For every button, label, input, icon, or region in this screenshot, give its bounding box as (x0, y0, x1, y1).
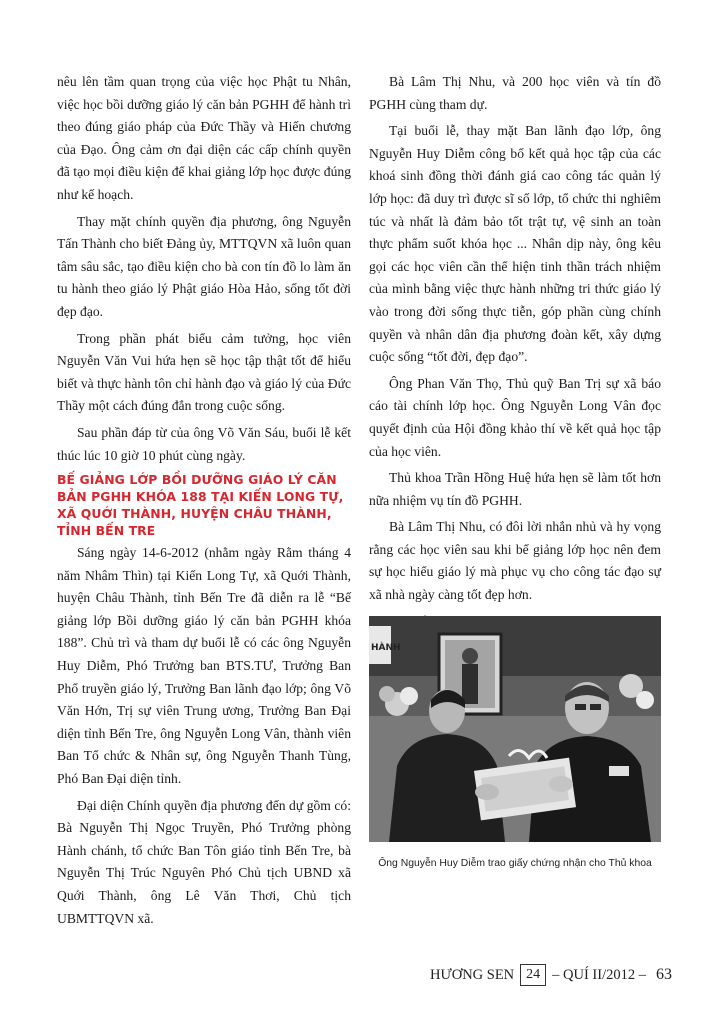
paragraph: Sau phần đáp từ của ông Võ Văn Sáu, buổi lễ kết thúc lúc 10 giờ 10 phút cùng ngày. (57, 424, 351, 463)
page-number: 63 (656, 966, 672, 983)
issue-number-box: 24 (520, 964, 546, 986)
ceremony-photo (369, 616, 661, 842)
left-column (57, 71, 351, 934)
paragraph: Bà Lâm Thị Nhu, và 200 học viên và tín đồ PGHH cùng tham dự. (369, 74, 661, 112)
paragraph: Thay mặt chính quyền địa phương, ông Nguyễn Tấn Thành cho biết Đảng ủy, MTTQVN xã luôn quan tâm sâu sắc, tạo điều kiện cho bà con tín đồ lo làm ăn tu hành theo giáo lý Phật giáo Hòa Hảo, sống tốt đời đẹp đạo. (57, 213, 351, 319)
paragraph: Bà Lâm Thị Nhu, có đôi lời nhắn nhủ và hy vọng rằng các học viên sau khi bế giảng lớp học nên đem sự học hiểu giáo lý mà phục vụ cho công tác đạo sự xã nhà ngày càng tốt đẹp hơn. (369, 519, 661, 603)
page-footer (430, 960, 672, 990)
magazine-name: HƯƠNG SEN (430, 966, 515, 983)
photo-illustration (369, 616, 661, 842)
paragraph: Thủ khoa Trần Hồng Huệ hứa hẹn sẽ làm tốt hơn nữa nhiệm vụ tín đồ PGHH. (369, 470, 661, 508)
paragraph: nêu lên tầm quan trọng của việc học Phật tu Nhân, việc học bồi dưỡng giáo lý căn bản PGHH để hành trì theo đúng giáo pháp của Đức Thầy và Hiến chương của Đạo. Ông cảm ơn đại diện các cấp chính quyền đã tạo mọi điều kiện để khai giảng lớp học được đúng như kế hoạch. (57, 74, 351, 202)
paragraph: Sáng ngày 14-6-2012 (nhằm ngày Rằm tháng 4 năm Nhâm Thìn) tại Kiến Long Tự, xã Quới Thành, huyện Châu Thành, tỉnh Bến Tre đã diễn ra lễ “Bế giảng lớp Bồi dưỡng giáo lý căn bản PGHH khóa 188”. Chủ trì và tham dự buổi lễ có các ông Nguyễn Huy Diễm, Phó Trưởng ban BTS.TƯ, Trưởng Ban Phổ truyền giáo lý, Trưởng Ban lãnh đạo lớp; ông Võ Văn Hớn, Trị sự viên Trung ương, Trưởng Ban Đại diện tỉnh Bến Tre, ông Nguyễn Long Vân, thành viên Ban Tổ chức & Nhân sự, ông Nguyễn Thanh Tùng, Phó Ban Đại diện tỉnh. (57, 545, 351, 787)
section-heading: BẾ GIẢNG LỚP BỒI DƯỠNG GIÁO LÝ CĂN BẢN PGHH KHÓA 188 TẠI KIẾN LONG TỰ, XÃ QUỚI THÀNH, HUYỆN CHÂU THÀNH, TỈNH BẾN TRE (57, 472, 344, 539)
paragraph: Ông Phan Văn Thọ, Thủ quỹ Ban Trị sự xã báo cáo tài chính lớp học. Ông Nguyễn Long Vân đọc quyết định của Hội đồng khảo thí về kết quả học tập của học viên. (369, 375, 661, 459)
paragraph: Đại diện Chính quyền địa phương đến dự gồm có: Bà Nguyễn Thị Ngọc Truyền, Phó Trưởng phòng Hành chánh, tổ chức Ban Tôn giáo tỉnh Bến Tre, bà Nguyễn Thị Trúc Nguyên Phó Chủ tịch UBND xã Quới Thành, ông Lê Văn Thơi, Chủ tịch UBMTTQVN xã. (57, 797, 351, 926)
issue-quarter: – QUÍ II/2012 – (552, 966, 646, 983)
paragraph: Trong phần phát biểu cảm tưởng, học viên Nguyễn Văn Vui hứa hẹn sẽ học tập thật tốt để hiểu biết và thực hành tôn chỉ hành đạo và giáo lý của Đức Thầy một cách đúng đắn trong cuộc sống. (57, 330, 351, 414)
paragraph: Tại buổi lễ, thay mặt Ban lãnh đạo lớp, ông Nguyễn Huy Diễm công bố kết quả học tập của các khoá sinh đồng thời đánh giá cao công tác quản lý lớp học: đã duy trì được sĩ số lớp, tổ chức thi nghiêm túc và nhất là đảm bảo tốt trật tự, vệ sinh an toàn thực phẩm suốt khóa học ... Nhân dịp này, ông kêu gọi các học viên cần thể hiện tinh thần trách nhiệm của mình bằng việc thực hành những tri thức giáo lý vào trong đời sống thực tiễn, góp phần cùng chính quyền và nhân dân địa phương đoàn kết, xây dựng cuộc sống “tốt đời, đẹp đạo”. (369, 123, 661, 365)
right-column (369, 71, 661, 637)
photo-caption: Ông Nguyễn Huy Diễm trao giấy chứng nhận cho Thủ khoa (378, 858, 652, 869)
banner-text: HÀNH (371, 643, 401, 653)
